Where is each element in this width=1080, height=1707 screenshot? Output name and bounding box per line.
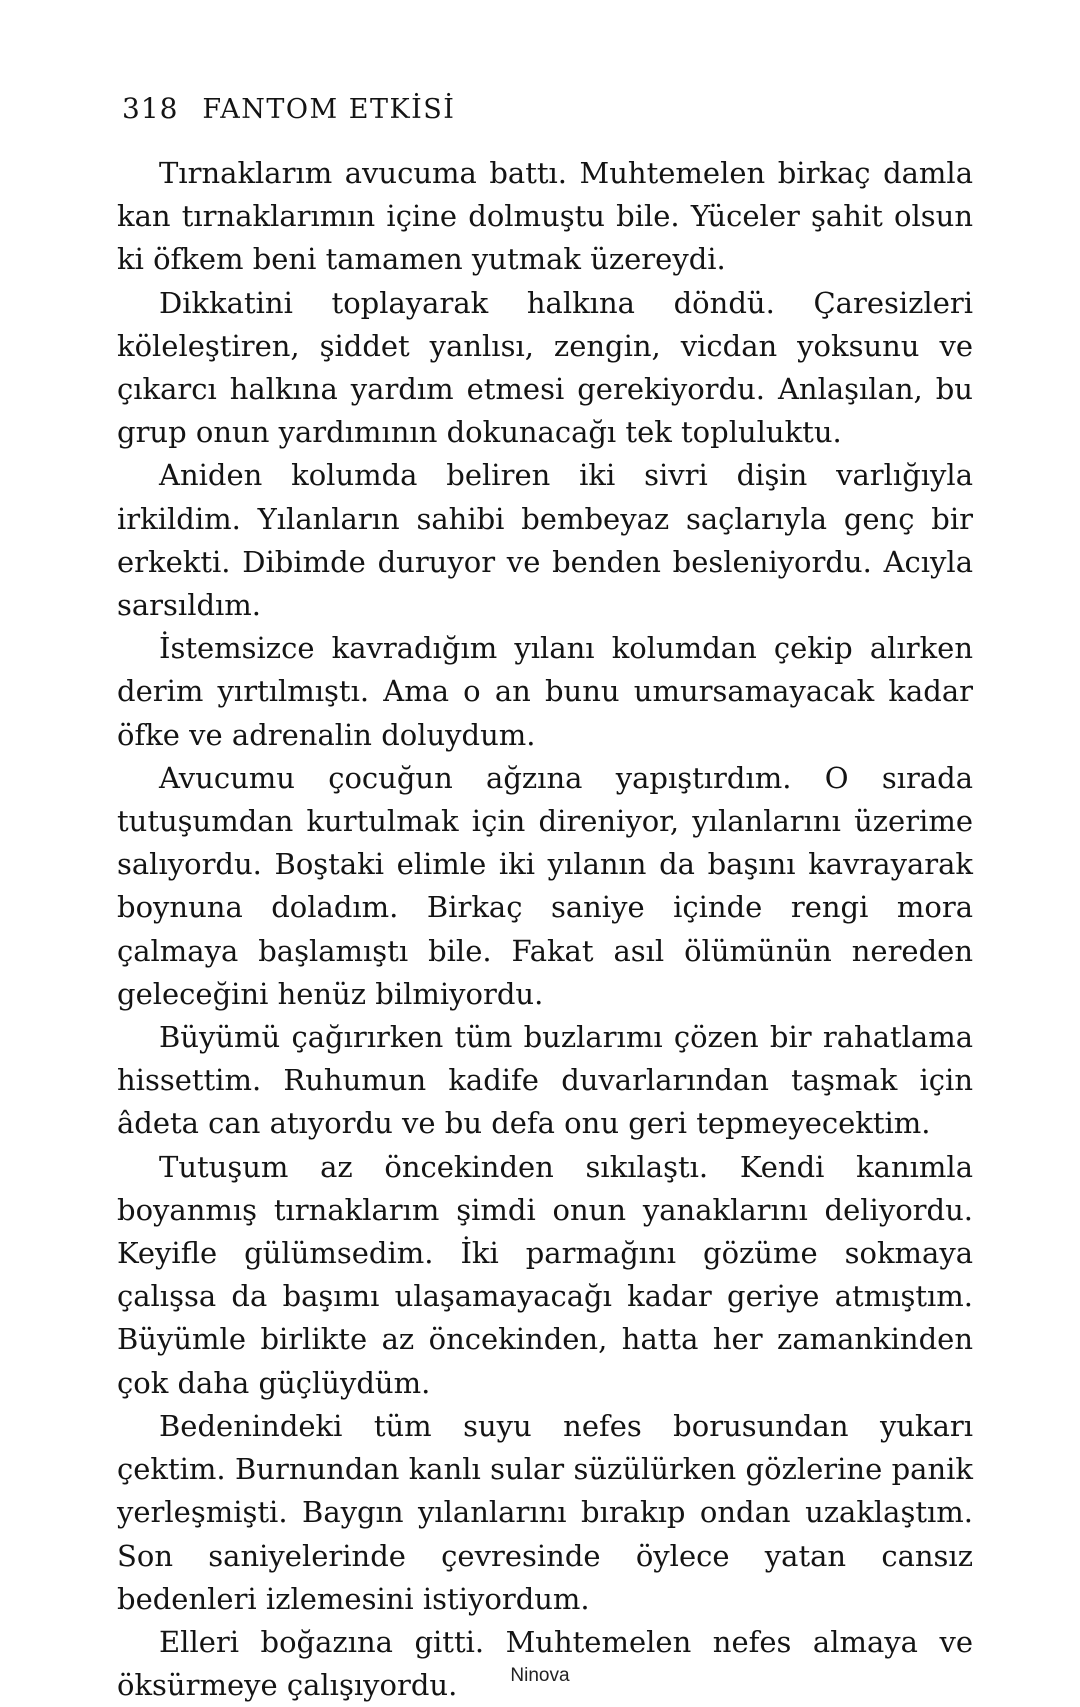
paragraph: Tırnaklarım avucuma battı. Muhtemelen birkaç damla kan tırnaklarımın içine dolmuştu bile. Yüceler şahit olsun ki öfkem beni tamamen yutmak üzereydi. (117, 156, 973, 277)
page-header (122, 92, 455, 125)
paragraph: Aniden kolumda beliren iki sivri dişin varlığıyla irkildim. Yılanların sahibi bembeyaz saçlarıyla genç bir erkekti. Dibimde duruyor ve benden besleniyordu. Acıyla sarsıldım. (117, 458, 973, 623)
paragraph: Avucumu çocuğun ağzına yapıştırdım. O sırada tutuşumdan kurtulmak için direniyor, yılanlarını üzerime salıyordu. Boştaki elimle iki yılanın da başını kavrayarak boynuna doladım. Birkaç saniye içinde rengi mora çalmaya başlamıştı bile. Fakat asıl ölümünün nereden geleceğini henüz bilmiyordu. (117, 760, 973, 1011)
body-text (117, 152, 973, 1707)
paragraph: Elleri boğazına gitti. Muhtemelen nefes almaya ve öksürmeye çalışıyordu. (117, 1624, 973, 1703)
page-number: 318 (122, 92, 179, 125)
paragraph: Tutuşum az öncekinden sıkılaştı. Kendi kanımla boyanmış tırnaklarım şimdi onun yanaklarını deliyordu. Keyifle gülümsedim. İki parmağını gözüme sokmaya çalışsa da başımı ulaşamayacağı kadar geriye atmıştım. Büyümle birlikte az öncekinden, hatta her zamankinden çok daha güçlüydüm. (117, 1149, 973, 1400)
running-title: FANTOM ETKİSİ (202, 94, 456, 125)
paragraph: Dikkatini toplayarak halkına döndü. Çaresizleri köleleştiren, şiddet yanlısı, zengin, vicdan yoksunu ve çıkarcı halkına yardım etmesi gerekiyordu. Anlaşılan, bu grup onun yardımının dokunacağı tek topluluktu. (117, 285, 973, 450)
paragraph: Büyümü çağırırken tüm buzlarımı çözen bir rahatlama hissettim. Ruhumun kadife duvarlarından taşmak için âdeta can atıyordu ve bu defa onu geri tepmeyecektim. (117, 1020, 973, 1141)
publisher-footer: Ninova (510, 1665, 570, 1686)
paragraph: Bedenindeki tüm suyu nefes borusundan yukarı çektim. Burnundan kanlı sular süzülürken gözlerine panik yerleşmişti. Baygın yılanlarını bırakıp ondan uzaklaştım. Son saniyelerinde çevresinde öylece yatan cansız bedenleri izlemesini istiyordum. (117, 1408, 973, 1616)
paragraph: İstemsizce kavradığım yılanı kolumdan çekip alırken derim yırtılmıştı. Ama o an bunu umursamayacak kadar öfke ve adrenalin doluydum. (117, 631, 973, 752)
